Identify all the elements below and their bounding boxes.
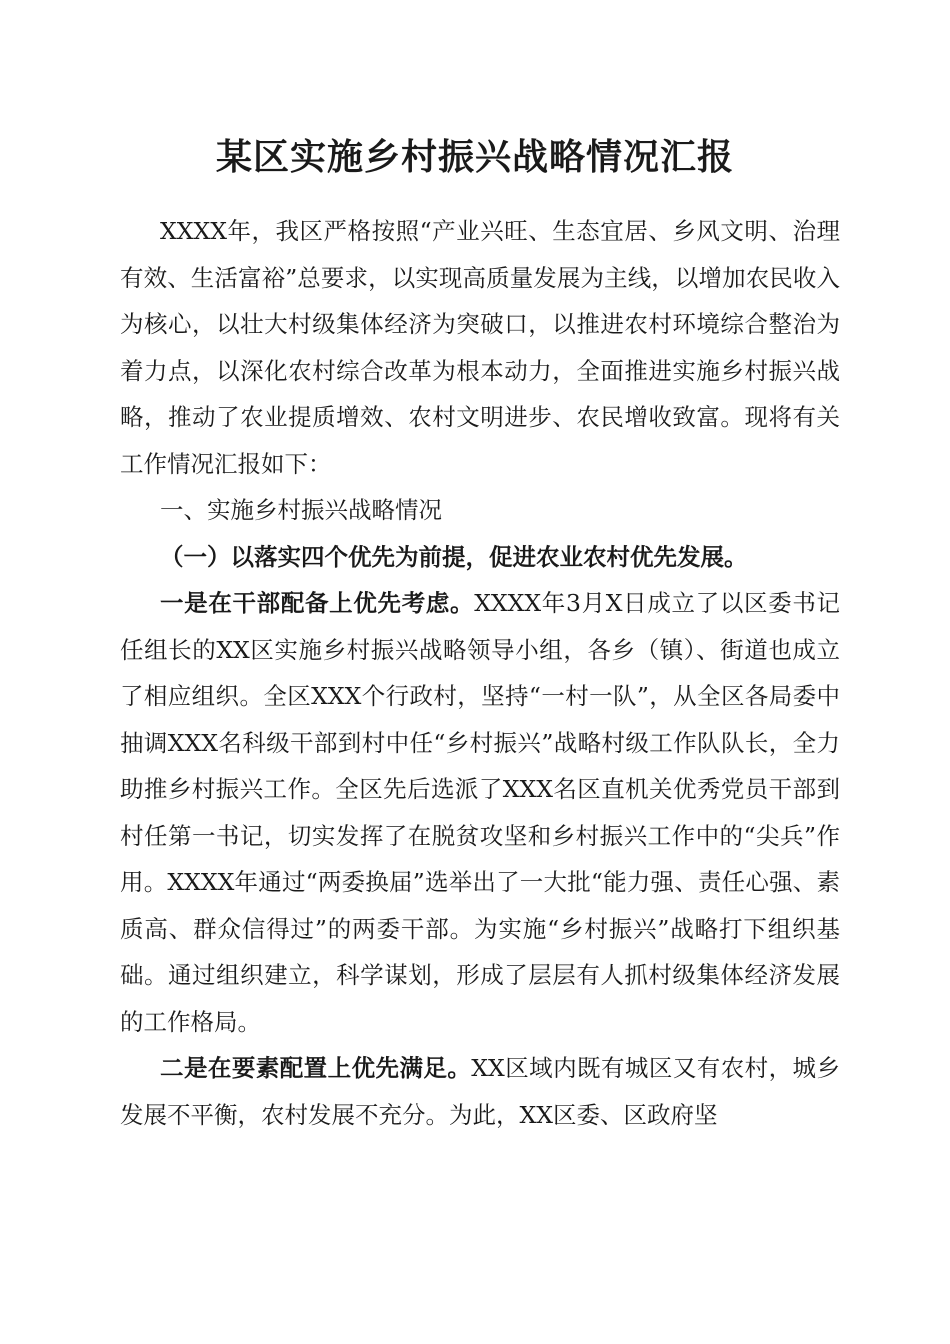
paragraph-text: XX区域内既有城区又有农村，城乡发展不平衡，农村发展不充分。为此，XX区委、区政府坚 [120, 1054, 840, 1129]
paragraph-lead: 一是在干部配备上优先考虑。 [160, 589, 475, 617]
document-body [120, 208, 840, 1138]
paragraph-text: XXXX年3月X日成立了以区委书记任组长的XX区实施乡村振兴战略领导小组，各乡（镇）、街道也成立了相应组织。全区XXX个行政村，坚持“一村一队”，从全区各局委中抽调XXX名科级干部到村中任“乡村振兴”战略村级工作队队长，全力助推乡村振兴工作。全区先后选派了XXX名区直机关优秀党员干部到村任第一书记，切实发挥了在脱贫攻坚和乡村振兴工作中的“尖兵”作用。XXXX年通过“两委换届”选举出了一大批“能力强、责任心强、素质高、群众信得过”的两委干部。为实施“乡村振兴”战略打下组织基础。通过组织建立，科学谋划，形成了层层有人抓村级集体经济发展的工作格局。 [120, 589, 840, 1036]
body-paragraph-2 [120, 1045, 840, 1138]
paragraph-lead: 二是在要素配置上优先满足。 [160, 1054, 472, 1082]
intro-paragraph: XXXX年，我区严格按照“产业兴旺、生态宜居、乡风文明、治理有效、生活富裕”总要求，以实现高质量发展为主线，以增加农民收入为核心，以壮大村级集体经济为突破口，以推进农村环境综合整治为着力点，以深化农村综合改革为根本动力，全面推进实施乡村振兴战略，推动了农业提质增效、农村文明进步、农民增收致富。现将有关工作情况汇报如下： [120, 217, 840, 478]
document-title: 某区实施乡村振兴战略情况汇报 [215, 136, 734, 178]
subsection-heading: （一）以落实四个优先为前提，促进农业农村优先发展。 [160, 542, 748, 571]
body-paragraph-1 [120, 580, 840, 1045]
section-heading: 一、实施乡村振兴战略情况 [160, 496, 442, 524]
